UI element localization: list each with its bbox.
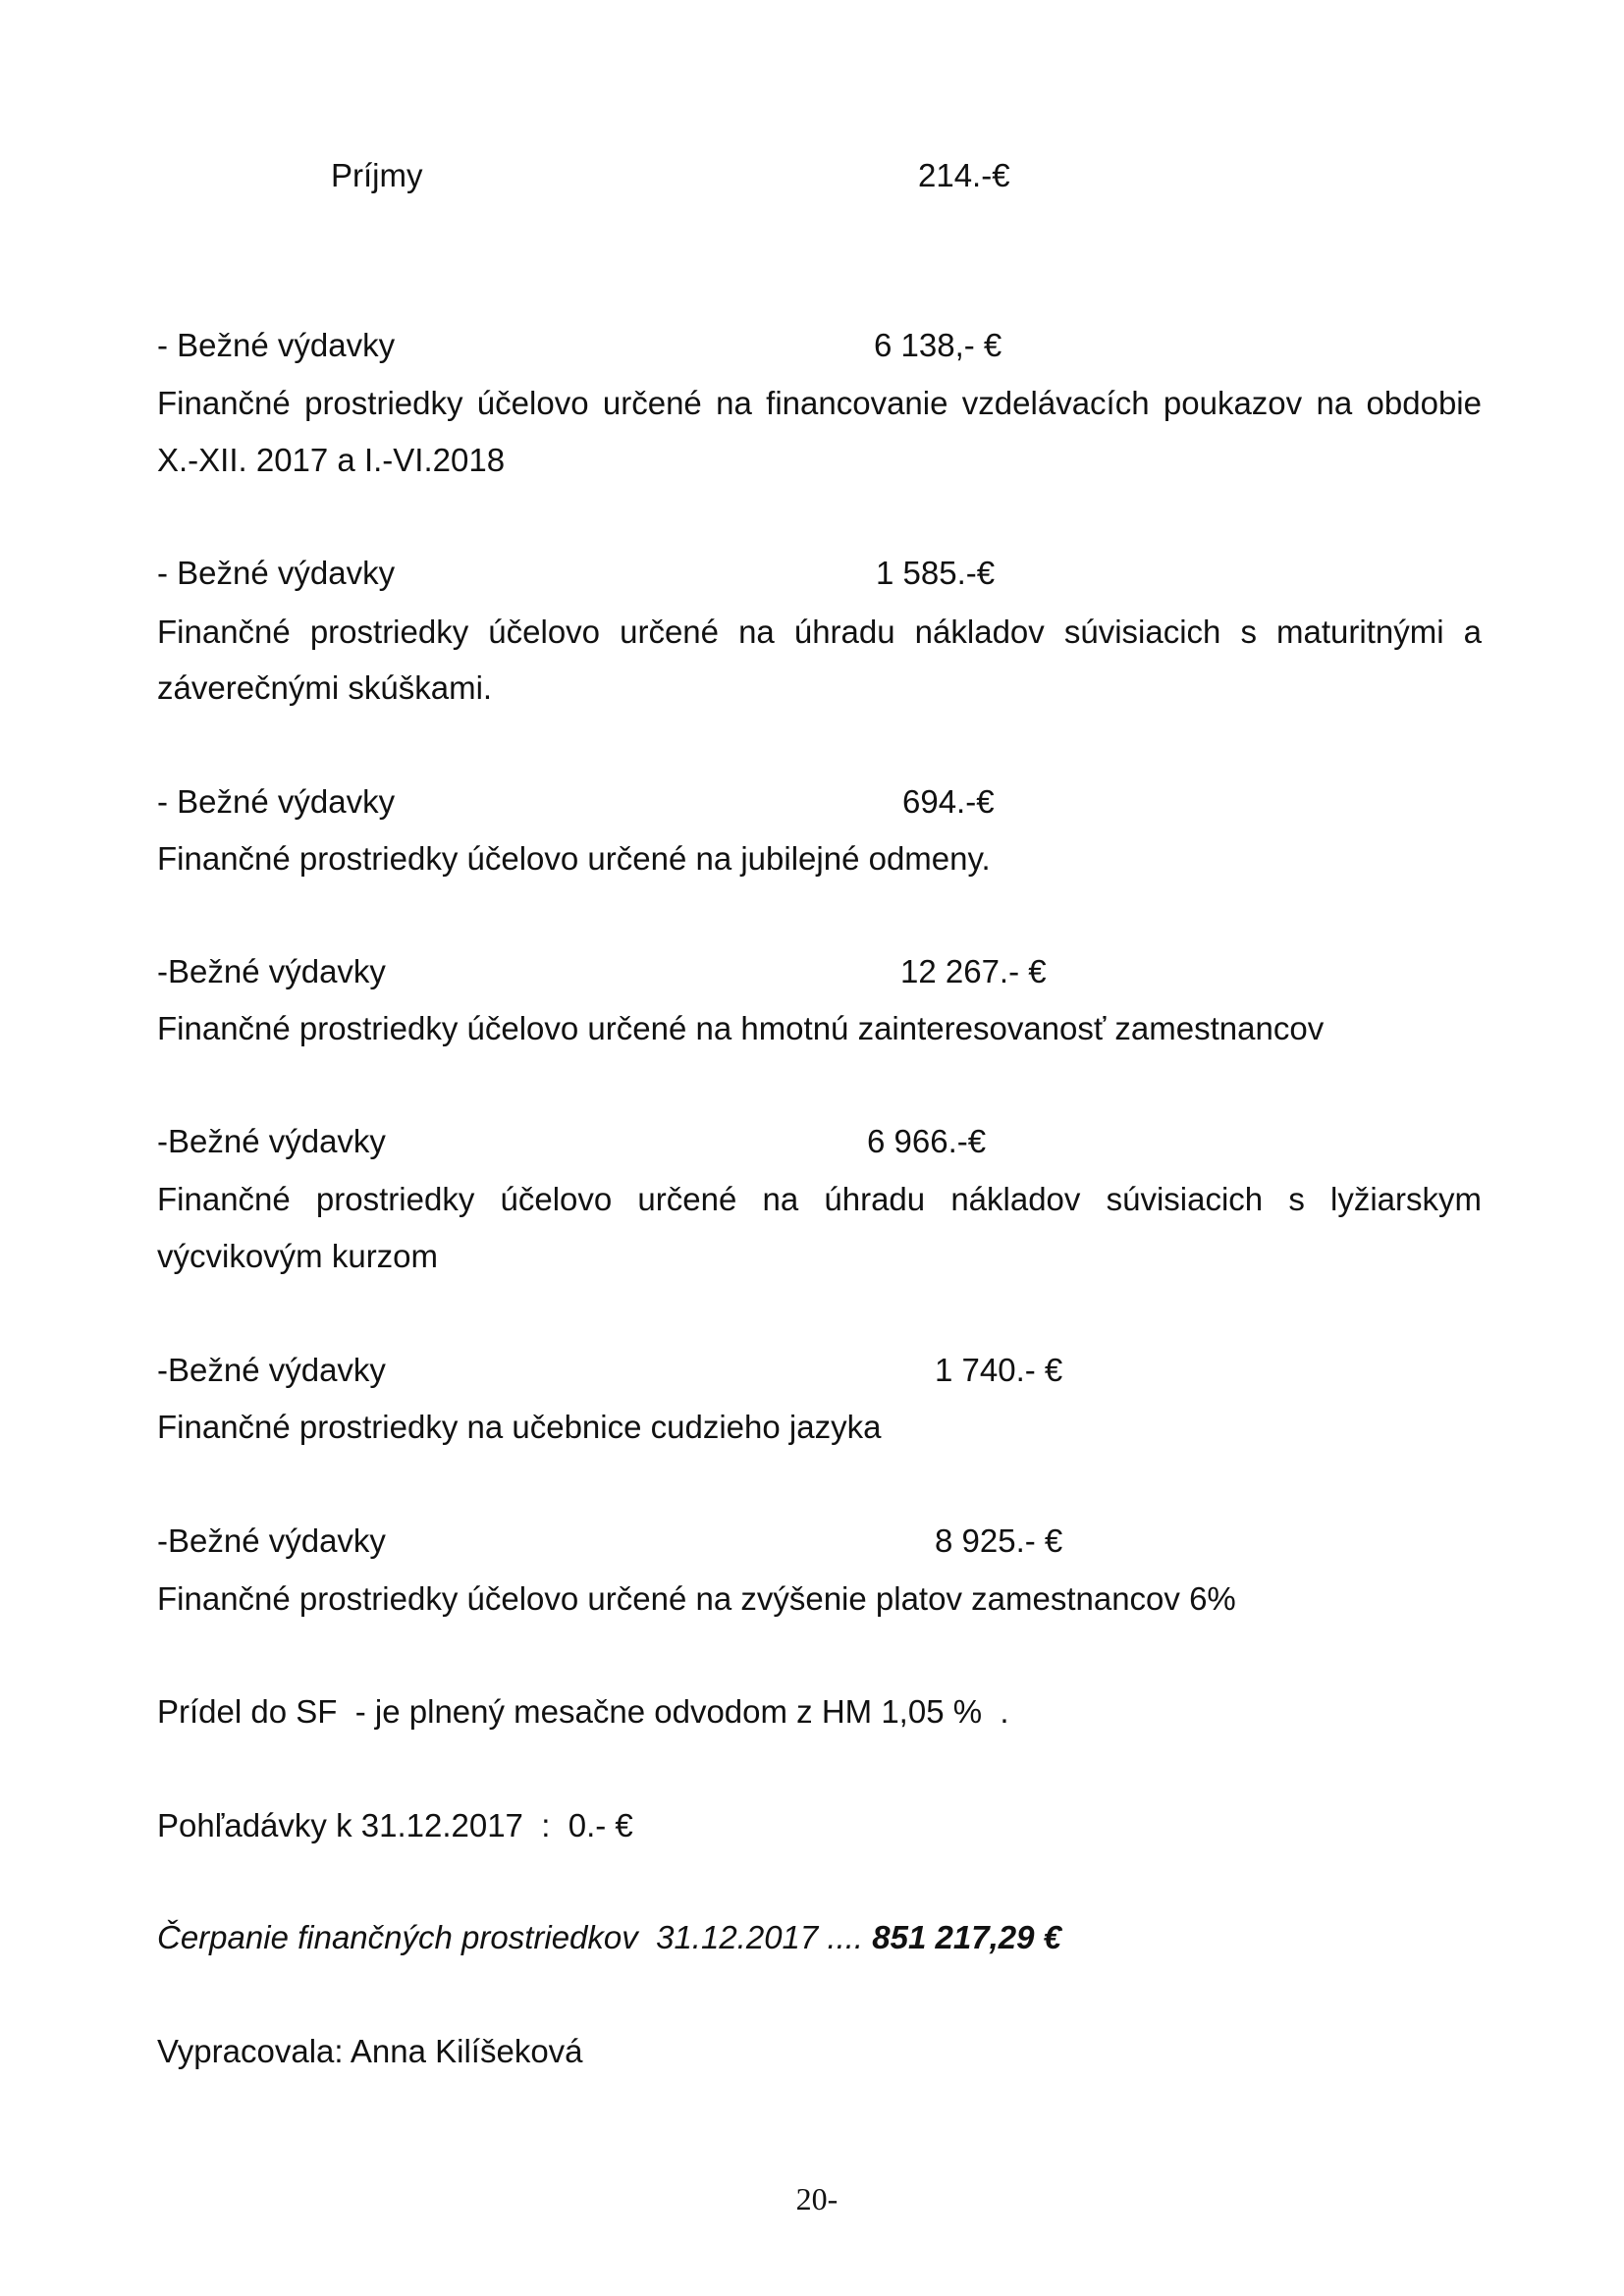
expense-description: výcvikovým kurzom <box>157 1238 439 1274</box>
expense-description: Finančné prostriedky účelovo určené na zvýšenie platov zamestnancov 6% <box>157 1580 1236 1617</box>
expense-amount: 8 925.- € <box>935 1522 1063 1559</box>
expense-description: Finančné prostriedky na učebnice cudzieho jazyka <box>157 1409 882 1445</box>
prepared-by: Vypracovala: Anna Kilíšeková <box>157 2033 583 2069</box>
expense-description: Finančné prostriedky účelovo určené na hmotnú zainteresovanosť zamestnancov <box>157 1010 1325 1046</box>
expense-label: - Bežné výdavky <box>157 783 396 820</box>
spending-label: Čerpanie finančných prostriedkov 31.12.2017 .... <box>157 1919 873 1955</box>
expense-label: - Bežné výdavky <box>157 327 396 363</box>
spending-summary <box>157 1919 1061 1956</box>
expense-amount: 1 585.-€ <box>876 555 996 591</box>
expense-amount: 1 740.- € <box>935 1352 1063 1388</box>
expense-label: -Bežné výdavky <box>157 1123 386 1159</box>
expense-description: X.-XII. 2017 a I.-VI.2018 <box>157 442 506 478</box>
expense-description: Finančné prostriedky účelovo určené na úhradu nákladov súvisiacich s maturitnými a <box>157 614 1482 650</box>
spending-amount: 851 217,29 € <box>872 1919 1061 1955</box>
page-number: 20- <box>795 2181 839 2216</box>
expense-label: -Bežné výdavky <box>157 1352 386 1388</box>
social-fund-note: Prídel do SF - je plnený mesačne odvodom z HM 1,05 % . <box>157 1693 1009 1730</box>
income-amount: 214.-€ <box>918 157 1010 193</box>
expense-amount: 694.-€ <box>902 783 995 820</box>
expense-label: -Bežné výdavky <box>157 1522 386 1559</box>
receivables-note: Pohľadávky k 31.12.2017 : 0.- € <box>157 1807 633 1843</box>
expense-label: -Bežné výdavky <box>157 953 386 989</box>
expense-description: Finančné prostriedky účelovo určené na financovanie vzdelávacích poukazov na obdobie <box>157 385 1482 421</box>
expense-description: Finančné prostriedky účelovo určené na jubilejné odmeny. <box>157 840 991 877</box>
income-label: Príjmy <box>331 157 423 193</box>
expense-amount: 6 966.-€ <box>867 1123 987 1159</box>
expense-label: - Bežné výdavky <box>157 555 396 591</box>
expense-description: záverečnými skúškami. <box>157 669 493 706</box>
expense-amount: 12 267.- € <box>900 953 1047 989</box>
expense-amount: 6 138,- € <box>874 327 1002 363</box>
expense-description: Finančné prostriedky účelovo určené na úhradu nákladov súvisiacich s lyžiarskym <box>157 1181 1482 1217</box>
